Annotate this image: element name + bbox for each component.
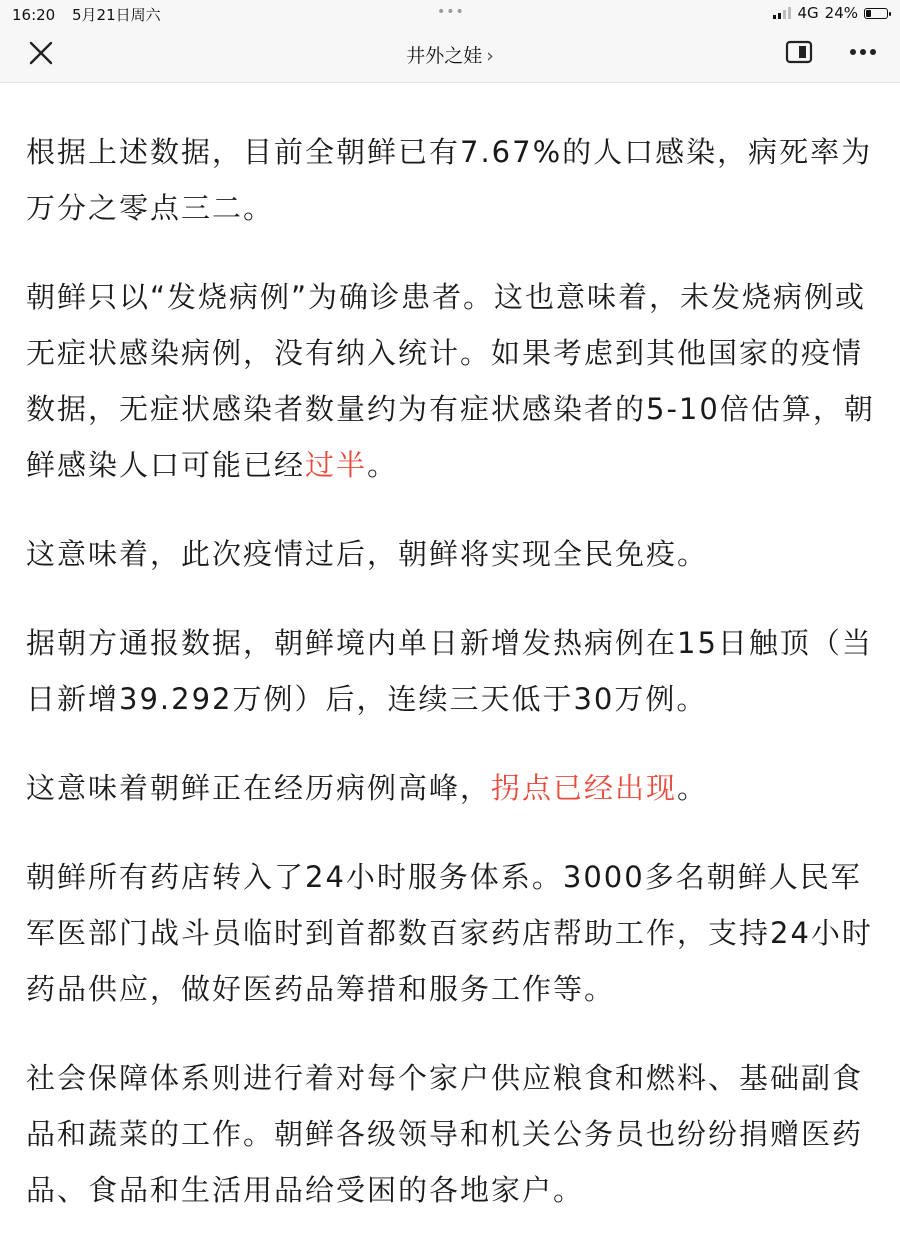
paragraph-text: 朝鲜只以“发烧病例”为确诊患者。这也意味着，未发烧病例或无症状感染病例，没有纳入统计。如果考虑到其他国家的疫情数据，无症状感染者数量约为有症状感染者的5-10倍估算，朝鲜感染人口可能已经 [26,280,875,482]
highlighted-text: 过半 [305,448,368,482]
status-date: 5月21日周六 [72,6,161,24]
highlighted-text: 拐点已经出现 [491,771,678,805]
multitask-dots-icon[interactable]: ••• [437,4,465,20]
chevron-right-icon: › [486,45,494,67]
nav-bar [0,26,900,83]
paragraph-text: 。 [367,448,399,482]
status-bar-left [12,4,173,25]
more-icon[interactable] [848,40,878,64]
article-paragraph [26,526,878,582]
article-paragraph [26,615,878,727]
paragraph-text: 社会保障体系则进行着对每个家户供应粮食和燃料、基础副食品和蔬菜的工作。朝鲜各级领导和机关公务员也纷纷捐赠医药品、食品和生活用品给受困的各地家户。 [26,1061,864,1207]
paragraph-text: 。 [677,771,709,805]
network-label: 4G [797,4,819,22]
article-paragraph [26,1050,878,1218]
account-name[interactable]: 井外之娃 [406,45,483,67]
account-title[interactable] [0,41,900,68]
article-paragraph [26,269,878,493]
signal-icon [773,7,791,19]
paragraph-text: 根据上述数据，目前全朝鲜已有7.67%的人口感染，病死率为万分之零点三二。 [26,135,873,225]
article-paragraph [26,849,878,1017]
paragraph-text: 这意味着，此次疫情过后，朝鲜将实现全民免疫。 [26,537,709,571]
battery-percent: 24% [824,4,858,22]
paragraph-text: 朝鲜所有药店转入了24小时服务体系。3000多名朝鲜人民军军医部门战斗员临时到首都数百家药店帮助工作，支持24小时药品供应，做好医药品筹措和服务工作等。 [26,860,873,1006]
article-paragraph [26,124,878,236]
article-body [26,124,878,1251]
paragraph-text: 这意味着朝鲜正在经历病例高峰， [26,771,492,805]
float-window-icon[interactable] [785,40,813,64]
article-paragraph [26,760,878,816]
paragraph-text: 据朝方通报数据，朝鲜境内单日新增发热病例在15日触顶（当日新增39.292万例）后，连续三天低于30万例。 [26,626,873,716]
battery-icon [864,8,888,19]
status-bar [0,0,900,26]
status-bar-right [773,4,888,22]
status-time: 16:20 [12,6,56,24]
